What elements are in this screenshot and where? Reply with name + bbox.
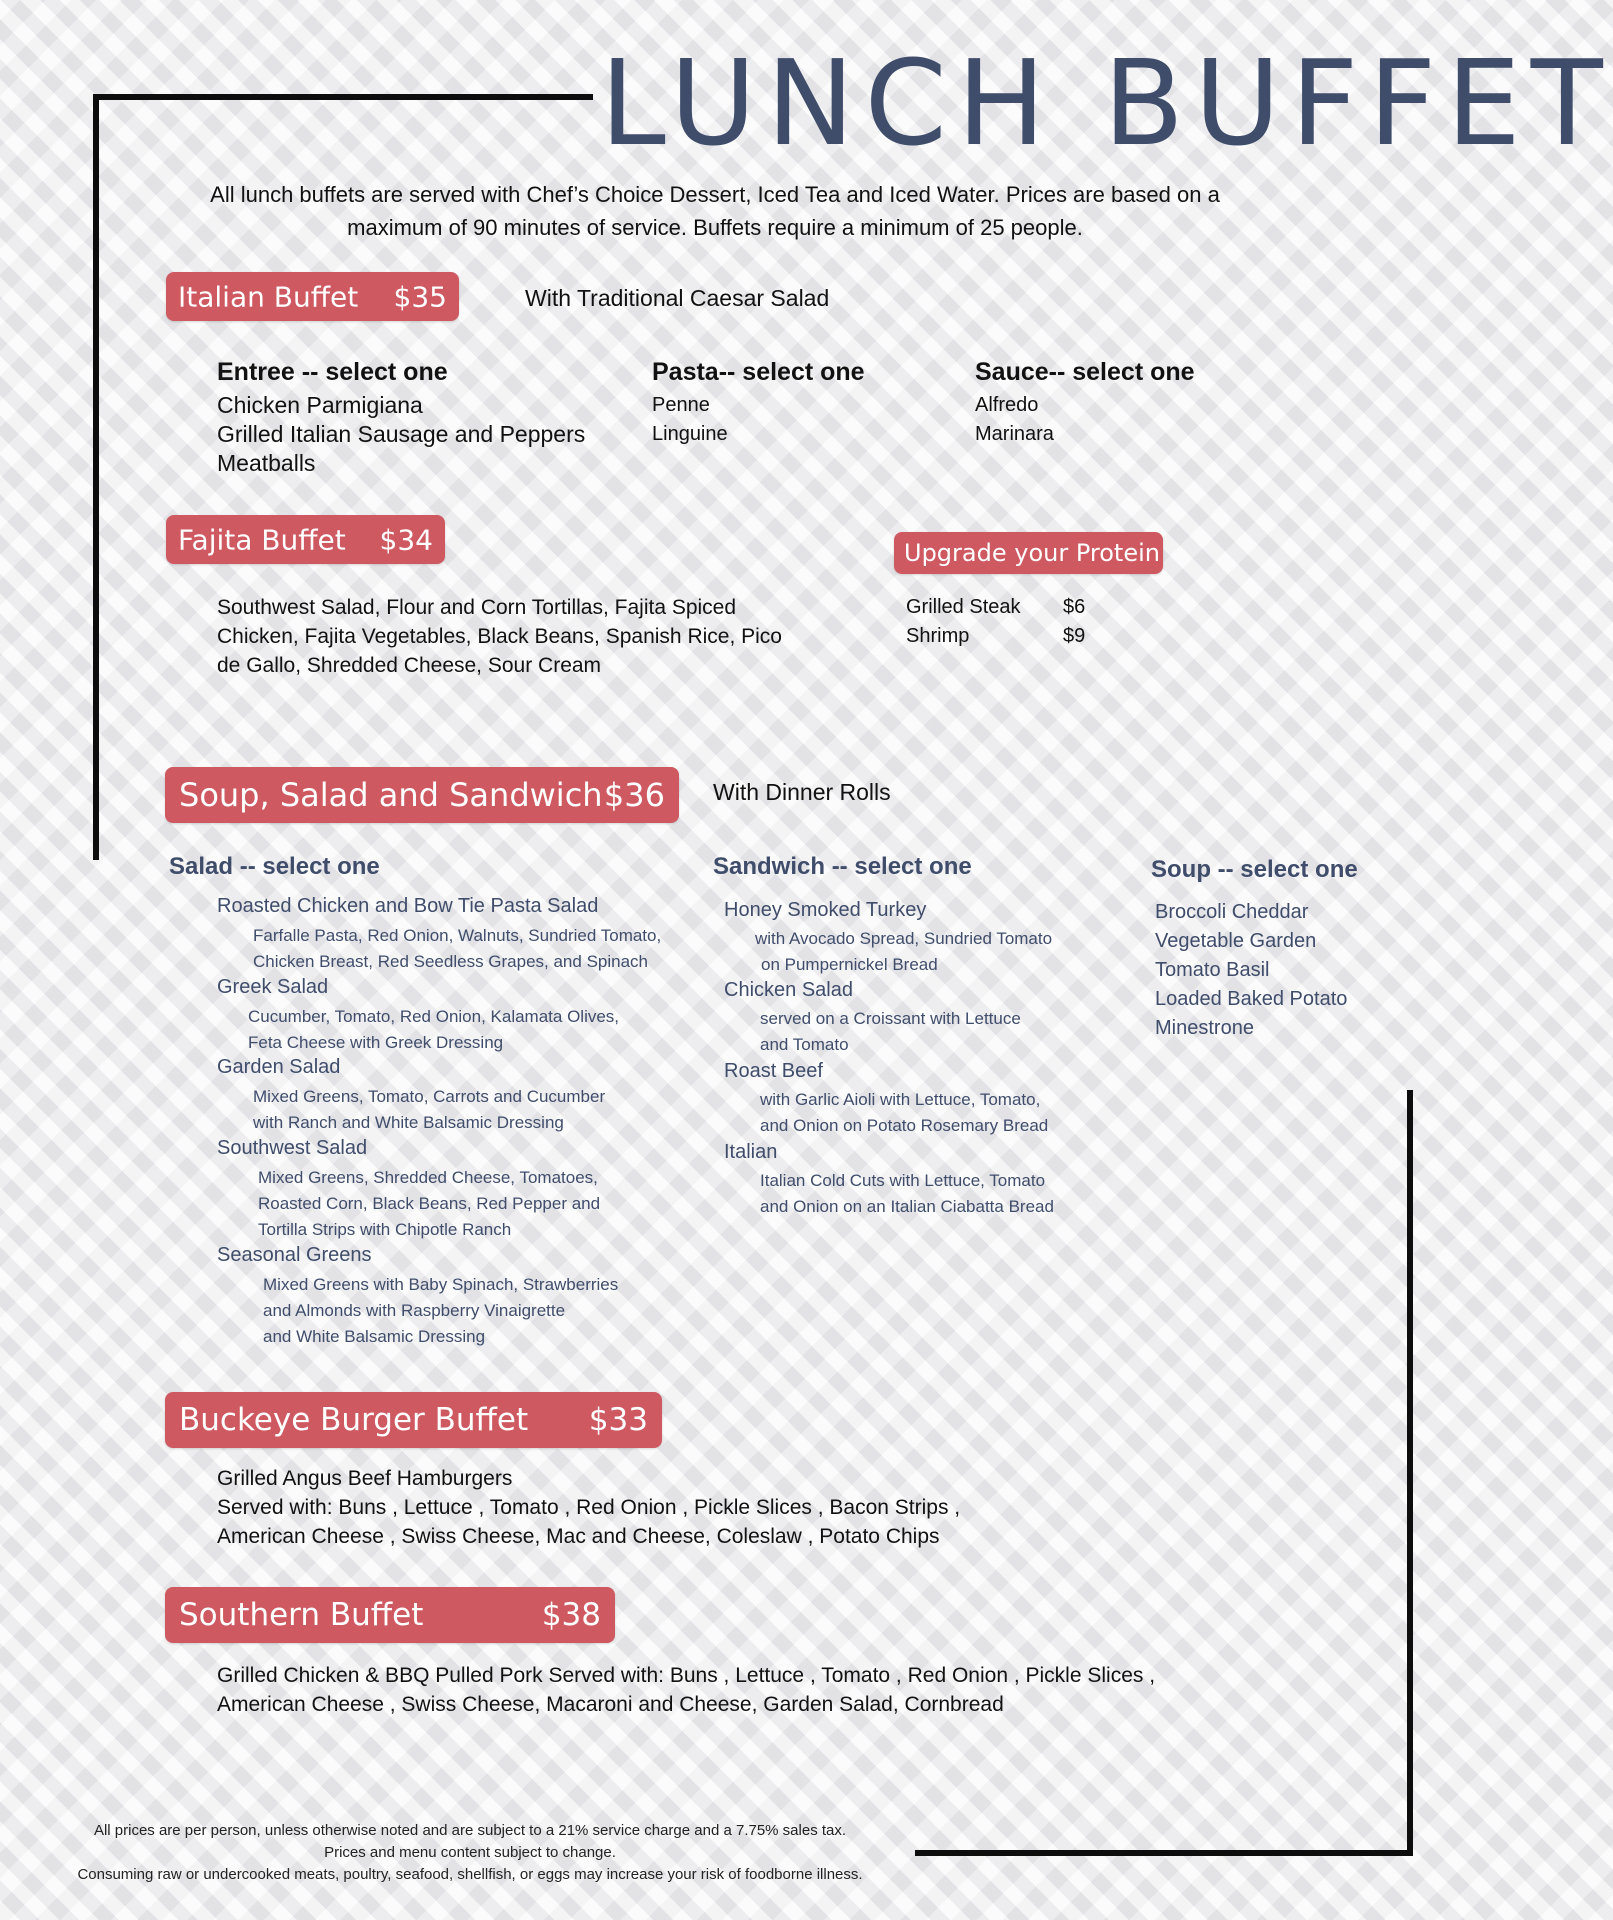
entree-item: Chicken Parmigiana xyxy=(217,392,423,418)
frame-right-line xyxy=(1407,1090,1413,1856)
fajita-description: Southwest Salad, Flour and Corn Tortillas, Fajita Spiced Chicken, Fajita Vegetables, Black Beans, Spanish Rice, Pico de Gallo, Shredded Cheese, Sour Cream xyxy=(217,596,782,677)
entree-heading: Entree -- select one xyxy=(217,358,448,386)
frame-bottom-line xyxy=(915,1850,1413,1856)
upgrade-item-price: $9 xyxy=(1063,625,1086,647)
salad-item-desc: Cucumber, Tomato, Red Onion, Kalamata Olives, Feta Cheese with Greek Dressing xyxy=(248,1007,620,1052)
soup-item: Broccoli Cheddar xyxy=(1155,901,1309,923)
intro-text: All lunch buffets are served with Chef’s Choice Dessert, Iced Tea and Iced Water. Prices are based on a maximum of 90 minutes of service. Buffets require a minimum of 25 people. xyxy=(210,182,1220,240)
soup-salad-subtitle: With Dinner Rolls xyxy=(713,779,891,805)
burger-buffet-pill xyxy=(165,1392,662,1448)
upgrade-protein-label: Upgrade your Protein xyxy=(904,539,1160,567)
burger-line: Served with: Buns , Lettuce , Tomato , Red Onion , Pickle Slices , Bacon Strips , xyxy=(217,1496,961,1519)
salad-item-desc: Farfalle Pasta, Red Onion, Walnuts, Sundried Tomato, Chicken Breast, Red Seedless Grapes, and Spinach xyxy=(253,926,662,971)
soup-list xyxy=(1155,898,1347,1043)
italian-buffet-price: $35 xyxy=(393,280,447,313)
sandwich-item-desc: Italian Cold Cuts with Lettuce, Tomato and Onion on an Italian Ciabatta Bread xyxy=(760,1171,1054,1216)
burger-buffet-price: $33 xyxy=(588,1402,648,1438)
footer-line: Consuming raw or undercooked meats, poultry, seafood, shellfish, or eggs may increase your risk of foodborne illness. xyxy=(77,1866,863,1883)
pasta-item: Linguine xyxy=(652,423,728,445)
salad-item-desc: Mixed Greens, Tomato, Carrots and Cucumber with Ranch and White Balsamic Dressing xyxy=(253,1087,606,1132)
southern-buffet-pill xyxy=(165,1587,615,1643)
soup-item: Loaded Baked Potato xyxy=(1155,988,1348,1010)
entree-item: Grilled Italian Sausage and Peppers xyxy=(217,421,586,447)
upgrade-item xyxy=(906,593,1096,622)
burger-description xyxy=(217,1464,960,1551)
frame-top-line xyxy=(93,94,593,100)
sandwich-item-name: Honey Smoked Turkey xyxy=(724,899,927,921)
burger-line: American Cheese , Swiss Cheese, Mac and Cheese, Coleslaw , Potato Chips xyxy=(217,1525,940,1548)
sandwich-heading: Sandwich -- select one xyxy=(713,853,972,880)
upgrade-item-price: $6 xyxy=(1063,596,1086,618)
soup-item: Tomato Basil xyxy=(1155,959,1270,981)
fajita-buffet-price: $34 xyxy=(379,523,433,556)
upgrade-protein-pill xyxy=(894,532,1163,574)
entree-column xyxy=(217,358,585,478)
page-title: LUNCH BUFFET xyxy=(600,34,1613,172)
soup-item: Vegetable Garden xyxy=(1155,930,1317,952)
footer-line: All prices are per person, unless otherwise noted and are subject to a 21% service charge and a 7.75% sales tax. xyxy=(93,1822,847,1839)
pasta-column xyxy=(652,358,865,449)
soup-salad-sandwich-price: $36 xyxy=(603,776,665,814)
upgrade-item-name: Shrimp xyxy=(906,625,970,647)
burger-line: Grilled Angus Beef Hamburgers xyxy=(217,1467,513,1490)
sandwich-item-desc: with Garlic Aioli with Lettuce, Tomato, and Onion on Potato Rosemary Bread xyxy=(760,1090,1049,1135)
salad-item-name: Seasonal Greens xyxy=(217,1244,372,1266)
soup-salad-sandwich-pill xyxy=(165,767,679,823)
burger-buffet-name: Buckeye Burger Buffet xyxy=(179,1402,529,1438)
sauce-item: Alfredo xyxy=(975,394,1039,416)
soup-heading: Soup -- select one xyxy=(1151,856,1358,883)
sauce-column xyxy=(975,358,1195,449)
fajita-buffet-name: Fajita Buffet xyxy=(178,523,346,556)
southern-buffet-price: $38 xyxy=(541,1597,601,1633)
entree-item: Meatballs xyxy=(217,450,316,476)
salad-item-name: Roasted Chicken and Bow Tie Pasta Salad xyxy=(217,895,599,917)
italian-buffet-pill xyxy=(166,272,459,321)
salad-item-desc: Mixed Greens, Shredded Cheese, Tomatoes, Roasted Corn, Black Beans, Red Pepper and Tortilla Strips with Chipotle Ranch xyxy=(258,1168,601,1239)
sandwich-item-name: Roast Beef xyxy=(724,1060,823,1082)
upgrade-item-name: Grilled Steak xyxy=(906,596,1021,618)
sauce-heading: Sauce-- select one xyxy=(975,358,1195,386)
southern-buffet-name: Southern Buffet xyxy=(179,1597,424,1633)
soup-salad-sandwich-name: Soup, Salad and Sandwich xyxy=(179,776,603,814)
soup-item: Minestrone xyxy=(1155,1017,1254,1039)
salad-item-name: Garden Salad xyxy=(217,1056,341,1078)
fajita-buffet-pill xyxy=(166,515,445,564)
salad-item-name: Southwest Salad xyxy=(217,1137,368,1159)
sandwich-item-desc: served on a Croissant with Lettuce and Tomato xyxy=(760,1009,1021,1054)
salad-heading: Salad -- select one xyxy=(169,853,380,880)
pasta-item: Penne xyxy=(652,394,710,416)
sandwich-item-name: Italian xyxy=(724,1141,778,1163)
southern-line: American Cheese , Swiss Cheese, Macaroni and Cheese, Garden Salad, Cornbread xyxy=(217,1693,1004,1716)
salad-item-name: Greek Salad xyxy=(217,976,329,998)
salad-item-desc: Mixed Greens with Baby Spinach, Strawberries and Almonds with Raspberry Vinaigrette and White Balsamic Dressing xyxy=(263,1275,619,1346)
footer-notes xyxy=(30,1820,910,1886)
footer-line: Prices and menu content subject to change. xyxy=(324,1844,616,1861)
southern-description xyxy=(217,1661,1155,1719)
upgrade-item xyxy=(906,622,1096,651)
upgrade-list xyxy=(906,593,1096,651)
pasta-heading: Pasta-- select one xyxy=(652,358,865,386)
southern-line: Grilled Chicken & BBQ Pulled Pork Served with: Buns , Lettuce , Tomato , Red Onion , Pickle Slices , xyxy=(217,1664,1156,1687)
italian-subtitle: With Traditional Caesar Salad xyxy=(525,285,830,311)
sandwich-item-name: Chicken Salad xyxy=(724,979,853,1001)
sandwich-item-desc: with Avocado Spread, Sundried Tomato on Pumpernickel Bread xyxy=(755,929,1053,974)
sauce-item: Marinara xyxy=(975,423,1054,445)
italian-buffet-name: Italian Buffet xyxy=(178,280,359,313)
frame-left-line xyxy=(93,94,99,860)
